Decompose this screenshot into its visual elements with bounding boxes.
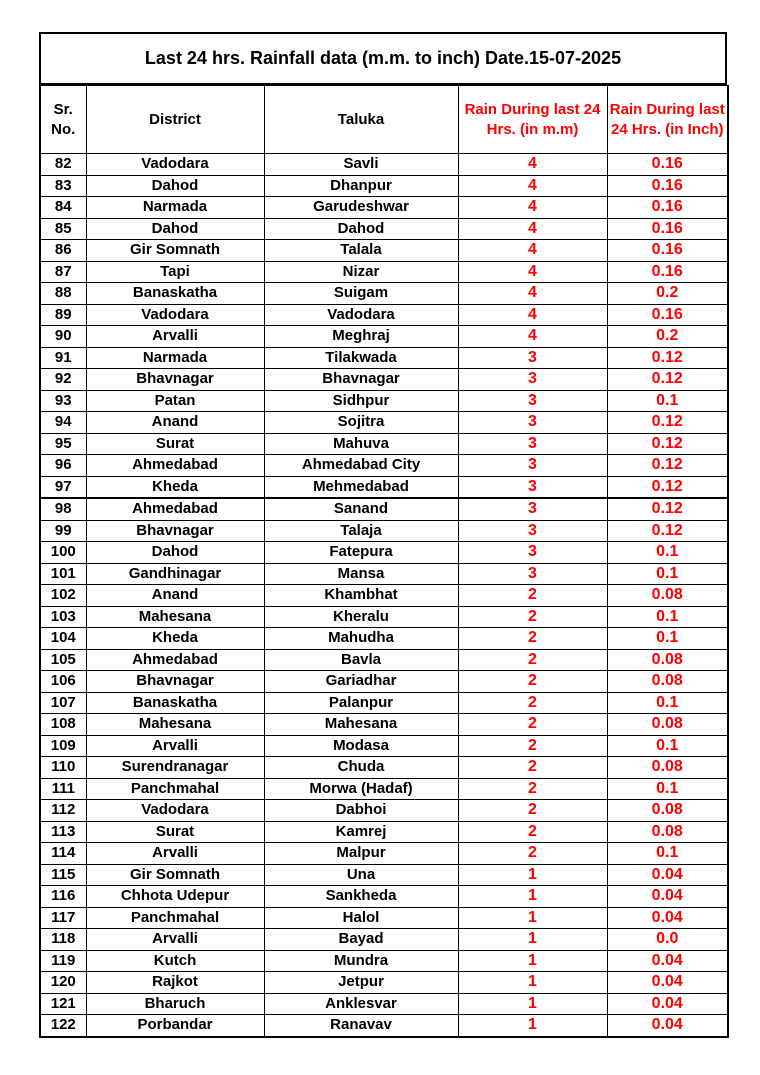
table-row [40, 175, 728, 197]
taluka-cell: Anklesvar [264, 993, 458, 1015]
district-cell: Porbandar [86, 1015, 264, 1037]
district-cell: Gir Somnath [86, 864, 264, 886]
district-cell: Banaskatha [86, 283, 264, 305]
rain-inch-cell: 0.04 [607, 993, 728, 1015]
taluka-cell: Ahmedabad City [264, 455, 458, 477]
header-district: District [86, 86, 264, 154]
district-cell: Dahod [86, 175, 264, 197]
district-cell: Panchmahal [86, 778, 264, 800]
district-cell: Arvalli [86, 326, 264, 348]
district-cell: Vadodara [86, 800, 264, 822]
taluka-cell: Dabhoi [264, 800, 458, 822]
rain-mm-cell: 2 [458, 628, 607, 650]
rain-inch-cell: 0.16 [607, 154, 728, 176]
rain-inch-cell: 0.12 [607, 433, 728, 455]
sr-no-cell: 93 [40, 390, 86, 412]
rain-inch-cell: 0.12 [607, 455, 728, 477]
rain-mm-cell: 3 [458, 347, 607, 369]
table-row [40, 585, 728, 607]
taluka-cell: Sidhpur [264, 390, 458, 412]
rain-inch-cell: 0.04 [607, 1015, 728, 1037]
rain-mm-cell: 3 [458, 498, 607, 520]
rain-mm-cell: 2 [458, 585, 607, 607]
sr-no-cell: 83 [40, 175, 86, 197]
sr-no-cell: 114 [40, 843, 86, 865]
sr-no-cell: 89 [40, 304, 86, 326]
rain-inch-cell: 0.16 [607, 240, 728, 262]
sr-no-cell: 88 [40, 283, 86, 305]
table-row [40, 886, 728, 908]
rain-mm-cell: 1 [458, 1015, 607, 1037]
sr-no-cell: 112 [40, 800, 86, 822]
table-row [40, 864, 728, 886]
sr-no-cell: 100 [40, 542, 86, 564]
rain-inch-cell: 0.04 [607, 950, 728, 972]
rain-inch-cell: 0.12 [607, 476, 728, 498]
taluka-cell: Bayad [264, 929, 458, 951]
sr-no-cell: 119 [40, 950, 86, 972]
rain-mm-cell: 1 [458, 886, 607, 908]
table-row [40, 240, 728, 262]
rain-mm-cell: 4 [458, 261, 607, 283]
rain-mm-cell: 3 [458, 520, 607, 542]
rain-inch-cell: 0.16 [607, 175, 728, 197]
table-row [40, 542, 728, 564]
table-row [40, 649, 728, 671]
rain-inch-cell: 0.08 [607, 649, 728, 671]
sr-no-cell: 84 [40, 197, 86, 219]
taluka-cell: Kheralu [264, 606, 458, 628]
table-row [40, 778, 728, 800]
table-row [40, 929, 728, 951]
rain-inch-cell: 0.04 [607, 886, 728, 908]
taluka-cell: Palanpur [264, 692, 458, 714]
district-cell: Banaskatha [86, 692, 264, 714]
taluka-cell: Bavla [264, 649, 458, 671]
taluka-cell: Jetpur [264, 972, 458, 994]
rain-inch-cell: 0.04 [607, 972, 728, 994]
rain-mm-cell: 4 [458, 283, 607, 305]
taluka-cell: Mundra [264, 950, 458, 972]
sr-no-cell: 120 [40, 972, 86, 994]
table-row [40, 950, 728, 972]
district-cell: Arvalli [86, 735, 264, 757]
district-cell: Gandhinagar [86, 563, 264, 585]
rain-mm-cell: 3 [458, 369, 607, 391]
rain-inch-cell: 0.08 [607, 757, 728, 779]
district-cell: Anand [86, 585, 264, 607]
sr-no-cell: 113 [40, 821, 86, 843]
district-cell: Rajkot [86, 972, 264, 994]
sr-no-cell: 108 [40, 714, 86, 736]
district-cell: Anand [86, 412, 264, 434]
district-cell: Bhavnagar [86, 520, 264, 542]
table-row [40, 154, 728, 176]
rain-inch-cell: 0.12 [607, 369, 728, 391]
table-row [40, 498, 728, 520]
rain-inch-cell: 0.08 [607, 671, 728, 693]
sr-no-cell: 117 [40, 907, 86, 929]
taluka-cell: Bhavnagar [264, 369, 458, 391]
district-cell: Bhavnagar [86, 369, 264, 391]
district-cell: Surendranagar [86, 757, 264, 779]
rain-inch-cell: 0.12 [607, 412, 728, 434]
rain-inch-cell: 0.1 [607, 778, 728, 800]
header-taluka: Taluka [264, 86, 458, 154]
taluka-cell: Sanand [264, 498, 458, 520]
district-cell: Vadodara [86, 304, 264, 326]
rain-mm-cell: 1 [458, 993, 607, 1015]
rain-mm-cell: 1 [458, 950, 607, 972]
taluka-cell: Garudeshwar [264, 197, 458, 219]
table-row [40, 735, 728, 757]
taluka-cell: Sankheda [264, 886, 458, 908]
sr-no-cell: 98 [40, 498, 86, 520]
rain-inch-cell: 0.1 [607, 692, 728, 714]
rain-mm-cell: 1 [458, 929, 607, 951]
rain-mm-cell: 3 [458, 412, 607, 434]
district-cell: Bharuch [86, 993, 264, 1015]
sr-no-cell: 122 [40, 1015, 86, 1037]
taluka-cell: Halol [264, 907, 458, 929]
taluka-cell: Khambhat [264, 585, 458, 607]
rain-mm-cell: 4 [458, 154, 607, 176]
sr-no-cell: 90 [40, 326, 86, 348]
taluka-cell: Suigam [264, 283, 458, 305]
table-row [40, 304, 728, 326]
district-cell: Vadodara [86, 154, 264, 176]
taluka-cell: Sojitra [264, 412, 458, 434]
sr-no-cell: 116 [40, 886, 86, 908]
sr-no-cell: 95 [40, 433, 86, 455]
table-row [40, 261, 728, 283]
taluka-cell: Nizar [264, 261, 458, 283]
sr-no-cell: 99 [40, 520, 86, 542]
table-row [40, 628, 728, 650]
header-sr-no: Sr. No. [40, 86, 86, 154]
table-row [40, 433, 728, 455]
taluka-cell: Malpur [264, 843, 458, 865]
district-cell: Narmada [86, 347, 264, 369]
sr-no-cell: 87 [40, 261, 86, 283]
district-cell: Surat [86, 821, 264, 843]
sr-no-cell: 82 [40, 154, 86, 176]
sr-no-cell: 92 [40, 369, 86, 391]
sr-no-cell: 85 [40, 218, 86, 240]
district-cell: Ahmedabad [86, 498, 264, 520]
rain-inch-cell: 0.04 [607, 864, 728, 886]
taluka-cell: Meghraj [264, 326, 458, 348]
taluka-cell: Talaja [264, 520, 458, 542]
district-cell: Gir Somnath [86, 240, 264, 262]
sr-no-cell: 121 [40, 993, 86, 1015]
table-row [40, 390, 728, 412]
rain-mm-cell: 2 [458, 757, 607, 779]
taluka-cell: Ranavav [264, 1015, 458, 1037]
district-cell: Kheda [86, 628, 264, 650]
taluka-cell: Una [264, 864, 458, 886]
rain-mm-cell: 4 [458, 240, 607, 262]
header-rain-mm: Rain During last 24 Hrs. (in m.m) [458, 86, 607, 154]
rain-inch-cell: 0.16 [607, 218, 728, 240]
table-row [40, 283, 728, 305]
sr-no-cell: 91 [40, 347, 86, 369]
table-row [40, 972, 728, 994]
table-row [40, 714, 728, 736]
rain-inch-cell: 0.1 [607, 606, 728, 628]
table-row [40, 907, 728, 929]
table-row [40, 476, 728, 498]
rainfall-sheet [39, 32, 727, 1038]
rain-mm-cell: 4 [458, 218, 607, 240]
taluka-cell: Dhanpur [264, 175, 458, 197]
sr-no-cell: 86 [40, 240, 86, 262]
table-row [40, 369, 728, 391]
taluka-cell: Morwa (Hadaf) [264, 778, 458, 800]
sr-no-cell: 105 [40, 649, 86, 671]
rain-inch-cell: 0.12 [607, 520, 728, 542]
taluka-cell: Mahuva [264, 433, 458, 455]
rain-inch-cell: 0.08 [607, 585, 728, 607]
district-cell: Dahod [86, 542, 264, 564]
taluka-cell: Mahesana [264, 714, 458, 736]
rain-inch-cell: 0.08 [607, 821, 728, 843]
sr-no-cell: 102 [40, 585, 86, 607]
taluka-cell: Vadodara [264, 304, 458, 326]
district-cell: Arvalli [86, 929, 264, 951]
rain-mm-cell: 2 [458, 821, 607, 843]
district-cell: Kheda [86, 476, 264, 498]
district-cell: Arvalli [86, 843, 264, 865]
rain-mm-cell: 3 [458, 476, 607, 498]
table-row [40, 347, 728, 369]
rain-inch-cell: 0.0 [607, 929, 728, 951]
sr-no-cell: 96 [40, 455, 86, 477]
sr-no-cell: 118 [40, 929, 86, 951]
district-cell: Chhota Udepur [86, 886, 264, 908]
rain-mm-cell: 3 [458, 563, 607, 585]
district-cell: Dahod [86, 218, 264, 240]
rain-inch-cell: 0.12 [607, 498, 728, 520]
table-row [40, 606, 728, 628]
rain-inch-cell: 0.16 [607, 304, 728, 326]
rain-mm-cell: 1 [458, 864, 607, 886]
sr-no-cell: 97 [40, 476, 86, 498]
rain-inch-cell: 0.08 [607, 800, 728, 822]
district-cell: Ahmedabad [86, 649, 264, 671]
district-cell: Mahesana [86, 606, 264, 628]
rain-inch-cell: 0.1 [607, 563, 728, 585]
table-row [40, 800, 728, 822]
table-row [40, 671, 728, 693]
rain-inch-cell: 0.1 [607, 628, 728, 650]
district-cell: Panchmahal [86, 907, 264, 929]
district-cell: Kutch [86, 950, 264, 972]
sr-no-cell: 104 [40, 628, 86, 650]
district-cell: Tapi [86, 261, 264, 283]
sheet-title: Last 24 hrs. Rainfall data (m.m. to inch) Date.15-07-2025 [39, 32, 727, 85]
taluka-cell: Mehmedabad [264, 476, 458, 498]
rain-mm-cell: 2 [458, 606, 607, 628]
rain-inch-cell: 0.2 [607, 326, 728, 348]
district-cell: Ahmedabad [86, 455, 264, 477]
rain-mm-cell: 2 [458, 778, 607, 800]
district-cell: Patan [86, 390, 264, 412]
district-cell: Narmada [86, 197, 264, 219]
table-row [40, 218, 728, 240]
rain-mm-cell: 3 [458, 390, 607, 412]
rain-mm-cell: 3 [458, 542, 607, 564]
table-row [40, 455, 728, 477]
table-row [40, 412, 728, 434]
table-row [40, 821, 728, 843]
table-row [40, 326, 728, 348]
rain-mm-cell: 2 [458, 735, 607, 757]
rain-inch-cell: 0.12 [607, 347, 728, 369]
table-body [40, 154, 728, 1037]
rain-mm-cell: 3 [458, 455, 607, 477]
rain-mm-cell: 1 [458, 907, 607, 929]
rain-inch-cell: 0.1 [607, 542, 728, 564]
rain-inch-cell: 0.04 [607, 907, 728, 929]
table-row [40, 993, 728, 1015]
rain-mm-cell: 2 [458, 714, 607, 736]
rain-inch-cell: 0.1 [607, 390, 728, 412]
sr-no-cell: 94 [40, 412, 86, 434]
rain-mm-cell: 2 [458, 843, 607, 865]
sr-no-cell: 110 [40, 757, 86, 779]
district-cell: Mahesana [86, 714, 264, 736]
district-cell: Surat [86, 433, 264, 455]
sr-no-cell: 103 [40, 606, 86, 628]
taluka-cell: Tilakwada [264, 347, 458, 369]
taluka-cell: Mahudha [264, 628, 458, 650]
rain-mm-cell: 2 [458, 671, 607, 693]
rain-mm-cell: 2 [458, 800, 607, 822]
rainfall-table [39, 85, 729, 1038]
table-row [40, 692, 728, 714]
table-row [40, 197, 728, 219]
rain-mm-cell: 4 [458, 175, 607, 197]
rain-inch-cell: 0.16 [607, 261, 728, 283]
rain-mm-cell: 4 [458, 326, 607, 348]
sr-no-cell: 106 [40, 671, 86, 693]
rain-inch-cell: 0.16 [607, 197, 728, 219]
rain-mm-cell: 4 [458, 304, 607, 326]
taluka-cell: Kamrej [264, 821, 458, 843]
table-row [40, 757, 728, 779]
taluka-cell: Gariadhar [264, 671, 458, 693]
rain-mm-cell: 1 [458, 972, 607, 994]
table-row [40, 1015, 728, 1037]
taluka-cell: Savli [264, 154, 458, 176]
sr-no-cell: 109 [40, 735, 86, 757]
taluka-cell: Chuda [264, 757, 458, 779]
taluka-cell: Talala [264, 240, 458, 262]
rain-inch-cell: 0.1 [607, 735, 728, 757]
sr-no-cell: 111 [40, 778, 86, 800]
header-rain-inch: Rain During last 24 Hrs. (in Inch) [607, 86, 728, 154]
taluka-cell: Modasa [264, 735, 458, 757]
table-row [40, 843, 728, 865]
sr-no-cell: 115 [40, 864, 86, 886]
taluka-cell: Dahod [264, 218, 458, 240]
table-row [40, 520, 728, 542]
table-row [40, 563, 728, 585]
taluka-cell: Mansa [264, 563, 458, 585]
rain-mm-cell: 2 [458, 692, 607, 714]
rain-mm-cell: 4 [458, 197, 607, 219]
rain-mm-cell: 2 [458, 649, 607, 671]
district-cell: Bhavnagar [86, 671, 264, 693]
sr-no-cell: 101 [40, 563, 86, 585]
rain-mm-cell: 3 [458, 433, 607, 455]
sr-no-cell: 107 [40, 692, 86, 714]
rain-inch-cell: 0.1 [607, 843, 728, 865]
header-row [40, 86, 728, 154]
rain-inch-cell: 0.2 [607, 283, 728, 305]
rain-inch-cell: 0.08 [607, 714, 728, 736]
taluka-cell: Fatepura [264, 542, 458, 564]
